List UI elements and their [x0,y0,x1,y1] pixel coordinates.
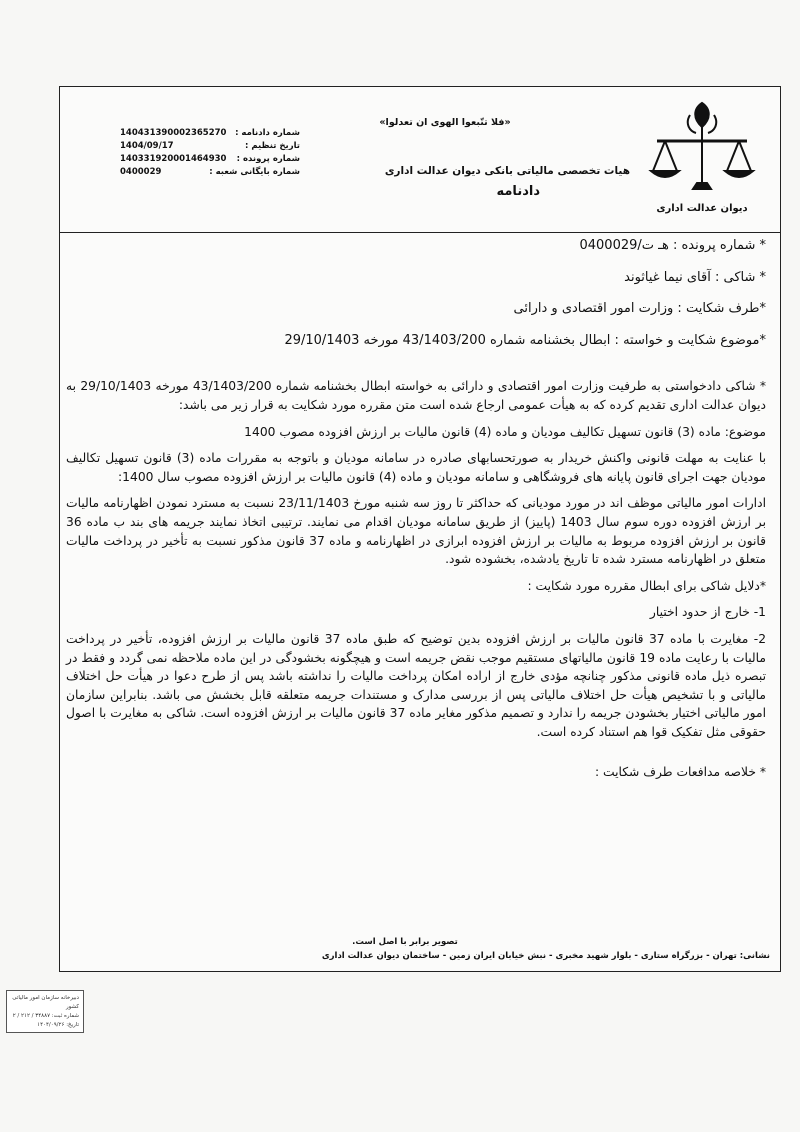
meta-row [120,127,300,140]
meta-label: شماره بایگانی شعبه : [209,167,300,177]
body-paragraph: ادارات امور مالیاتی موظف اند در مورد مودیانی که حداکثر تا روز سه شنبه مورخ 23/11/1403 نسبت به مسترد نمودن اظهارنامه مالیات بر ارزش افزوده دوره سوم سال 1403 (پاییز) از طریق سامانه مودیان اقدام می نمایند. ترتیبی اتخاذ نمایند جریمه های بند ب ماده 36 قانون بر ارزش افزوده مربوط به مالیات بر ارزش افزوده ابرازی در اظهارنامه و ماده 37 قانون مذکور نسبت به تأخیر در پرداخت مالیات متعلق در اظهارنامه مسترد شده تا تاریخ یادشده، بخشوده شود. [66,496,767,567]
body-paragraph: با عنایت به مهلت قانونی واکنش خریدار به صورتحسابهای صادره در سامانه مودیان و باتوجه به مقررات ماده (3) قانون تسهیل تکالیف مودیان جهت اجرای قانون پایانه های فروشگاهی و سامانه مودیان و ماده (4) قانون مالیات بر ارزش افزوده مصوب سال 1400: [66,451,766,484]
certification-note: تصویر برابر با اصل است. [352,937,458,947]
meta-value: 1404/09/17 [120,141,174,151]
meta-value: 0400029 [120,167,162,177]
meta-label: تاریخ تنظیم : [245,141,300,151]
reasons-title: *دلایل شاکی برای ابطال مقرره مورد شکایت : [527,578,766,593]
document-type: دادنامه [496,184,540,199]
plaintiff: * شاکی : آقای نیما غیاثوند [624,269,766,285]
court-emblem [642,97,762,227]
intro-paragraph: * شاکی دادخواستی به طرفیت وزارت امور اقتصادی و دارائی به خواسته ابطال بخشنامه شماره 43/1403/200 مورخه 29/10/1403 به دیوان عدالت اداری تقدیم کرده که به هیأت عمومی ارجاع شده است متن مقرره مورد شکایت به قرار زیر می باشد: [66,379,766,412]
stamp-line: شماره ثبت: ۳۴۸۸۷ / ۲۱۲ / ۲ [12,1013,79,1019]
stamp-line: تاریخ: ۱۴۰۴/۰۹/۲۶ [37,1022,79,1028]
verse: «فلا تتّبعوا الهوی ان تعدلوا» [379,117,511,128]
meta-label: شماره دادنامه : [235,128,300,138]
header-divider [60,232,780,233]
complaint-subject: *موضوع شکایت و خواسته : ابطال بخشنامه شماره 43/1403/200 مورخه 29/10/1403 [284,332,766,348]
address: نشانی: تهران - بزرگراه ستاری - بلوار شهید مخبری - نبش خیابان ایران زمین - ساختمان دیوان عدالت اداری [321,951,770,961]
document-sheet [59,86,781,972]
subject-line: موضوع: ماده (3) قانون تسهیل تکالیف مودیان و ماده (4) قانون مالیات بر ارزش افزوده مصوب 1400 [244,424,766,439]
meta-value: 140431390002365270 [120,128,227,138]
board-title: هیات تخصصی مالیاتی بانکی دیوان عدالت اداری [384,165,630,177]
meta-row [120,140,300,153]
defendant: *طرف شکایت : وزارت امور اقتصادی و دارائی [513,301,766,317]
document-meta [120,127,300,179]
stamp-line: دبیرخانه سازمان امور مالیاتی کشور [12,995,79,1010]
meta-label: شماره پرونده : [236,154,300,164]
file-number: * شماره پرونده : هـ ت/0400029 [579,238,766,253]
meta-value: 140331920001464930 [120,154,227,164]
reason-item: 1- خارج از حدود اختیار [649,605,766,620]
registry-stamp [6,990,84,1033]
scales-of-justice-icon [643,97,761,201]
defense-title: * خلاصه مدافعات طرف شکایت : [594,765,766,780]
meta-row [120,153,300,166]
footer [180,937,770,961]
reason-item: 2- مغایرت با ماده 37 قانون مالیات بر ارزش افزوده بدین توضیح که طبق ماده 37 قانون مالیات بر ارزش افزوده، تأخیر در پرداخت مالیات با رعایت ماده 19 قانون مالیاتهای مستقیم موجب نقض جریمه است و هیچگونه بخشودگی در این ماده ملاحظه نمی گردد و فقط در تبصره ذیل ماده قانونی مذکور چنانچه مؤدی خارج از اراده امکان پرداخت مالیات را نداشته باشد پس از طرح دعوا در هیأت حل اختلاف مالیاتی و با تشخیص هیأت حل اختلاف مالیاتی پس از بررسی مدارک و مستندات جریمه متعلقه قابل بخشش می باشد. بنابراین سازمان امور مالیاتی اختیار بخشودن جریمه را ندارد و تصمیم مذکور مغایر ماده 37 قانون مالیات بر ارزش افزوده است. شاکی به مغایرت با اصول حقوقی مثل تفکیک قوا هم استناد کرده است. [66,631,767,739]
court-name: دیوان عدالت اداری [656,203,748,214]
meta-row [120,166,300,179]
document-body [66,237,766,790]
